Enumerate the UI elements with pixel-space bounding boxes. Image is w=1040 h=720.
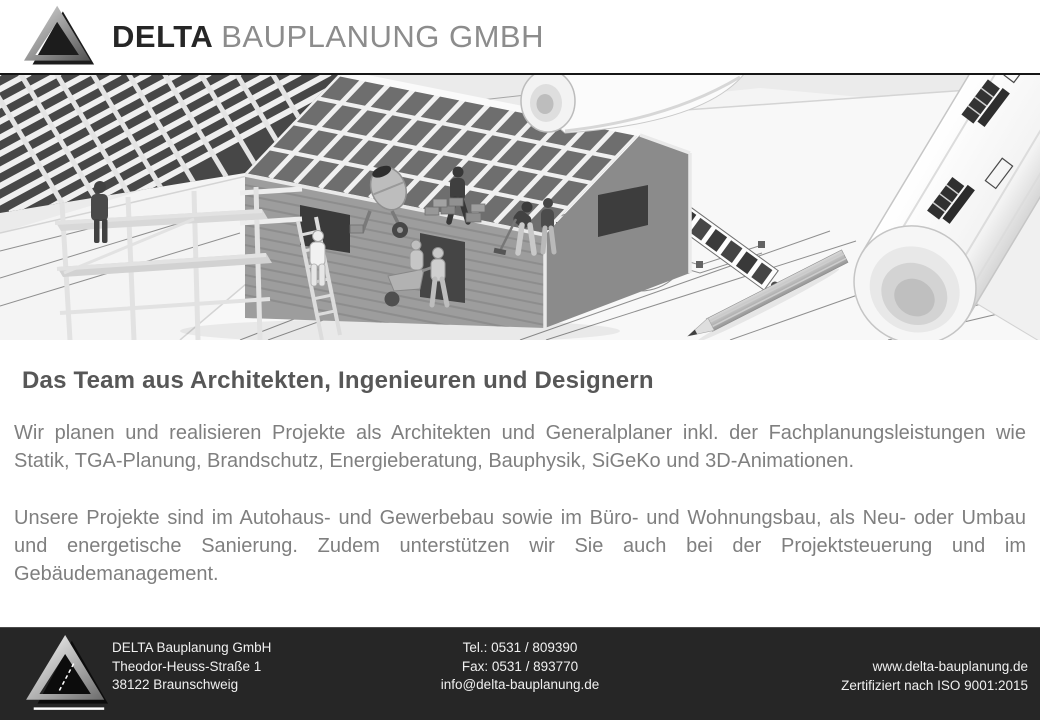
hero-top-border [0, 73, 1040, 75]
email-link[interactable]: info@delta-bauplanung.de [440, 677, 600, 692]
company-street: Theodor-Heuss-Straße 1 [112, 658, 262, 674]
projects-paragraph: Unsere Projekte sind im Autohaus- und Gewerbebau sowie im Büro- und Wohnungsbau, als Neu- oder Umbau und energetische Sanierung. Zudem unterstützen wir Sie auch bei der Projektsteuerung und im Gebäudemanagement. [14, 507, 1026, 585]
footer-address [112, 639, 271, 695]
website-link[interactable]: www.delta-bauplanung.de [872, 659, 1028, 674]
brand-name-bold: DELTA [112, 18, 214, 54]
delta-logo-footer-icon [24, 635, 112, 715]
fax-number: Fax: 0531 / 893770 [461, 658, 579, 674]
intro-paragraph: Wir planen und realisieren Projekte als Architekten und Generalplaner inkl. der Fachplanungsleistungen wie Statik, TGA-Planung, Brandschutz, Energieberatung, Bauphysik, SiGeKo und 3D-Animationen. [14, 422, 1026, 472]
header [0, 0, 1040, 73]
footer-contact [441, 639, 600, 695]
brand-name [112, 19, 544, 55]
footer-links [841, 658, 1028, 695]
brand-name-rest: BAUPLANUNG GMBH [221, 18, 544, 54]
company-name: DELTA Bauplanung GmbH [112, 640, 272, 655]
company-city: 38122 Braunschweig [112, 677, 239, 692]
hero-image [0, 73, 1040, 340]
page-title: Das Team aus Architekten, Ingenieuren und Designern [22, 367, 654, 394]
phone-number: Tel.: 0531 / 809390 [462, 640, 578, 655]
footer [0, 627, 1040, 720]
delta-logo-icon [24, 5, 96, 69]
certification-note: Zertifiziert nach ISO 9001:2015 [841, 677, 1028, 693]
main-content [0, 367, 1040, 588]
